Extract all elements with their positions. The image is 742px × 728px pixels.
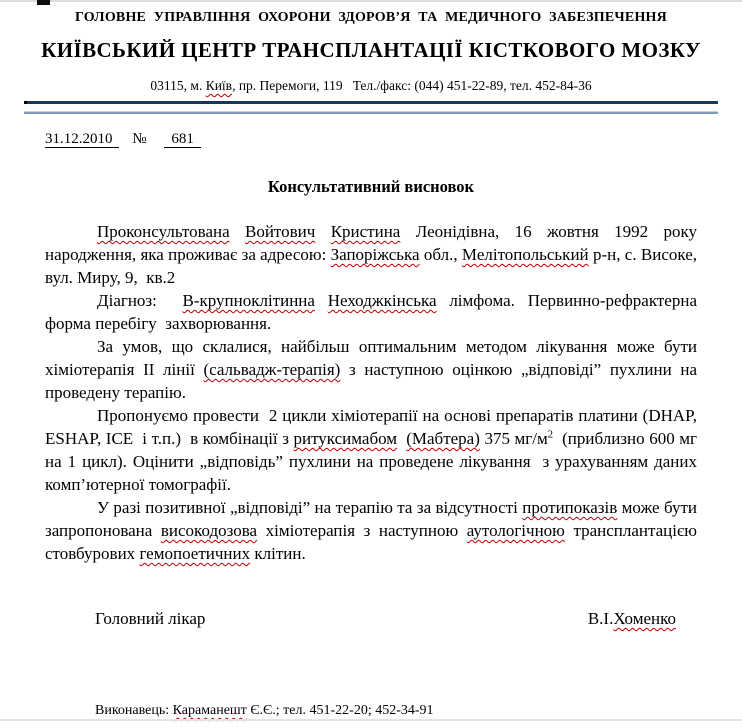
header-divider	[24, 101, 718, 114]
executor-footer: Виконавець: Караманешт Є.Є.; тел. 451-22-20; 452-34-91	[95, 703, 434, 718]
divider-rule-light	[24, 111, 718, 114]
divider-rule-dark	[24, 101, 718, 104]
signature-name: В.І.Хоменко	[587, 609, 676, 628]
header-address: 03115, м. Київ, пр. Перемоги, 119 Тел./факс: (044) 451-22-89, тел. 452-84-36	[150, 78, 592, 93]
signature-title: Головний лікар	[95, 609, 206, 628]
paragraph-transplant-option: У разі позитивної „відповіді” на терапію та за відсутності протипоказів може бути запропонована високодозова хіміотерапія з наступною аутологічною трансплантацією стовбурових гемопоетичних клітин.	[45, 498, 697, 563]
header-center-name: КИЇВСЬКИЙ ЦЕНТР ТРАНСПЛАНТАЦІЇ КІСТКОВОГО МОЗКУ	[41, 38, 701, 62]
paragraph-patient-info: Проконсультована Войтович Кристина Леонідівна, 16 жовтня 1992 року народження, яка проживає за адресою: Запоріжська обл., Мелітопольський р-н, с. Високе, вул. Миру, 9, кв.2	[45, 222, 697, 287]
scan-artifact-mark	[37, 0, 50, 5]
paragraph-diagnosis: Діагноз: В-крупноклітинна Неходжкінська лімфома. Первинно-рефрактерна форма перебігу захворювання.	[45, 291, 697, 333]
paragraph-chemo-proposal: Пропонуємо провести 2 цикли хіміотерапії на основі препаратів платини (DHAP, ESHAP, ICE і т.п.) в комбінації з ритуксимабом (Мабтера) 375 $мг/м^2$ (приблизно 600 мг на 1 цикл). Оцінити „відповідь” пухлини на проведене лікування з урахуванням даних комп’ютерної томографії.	[45, 406, 697, 494]
paragraph-treatment-method: За умов, що склалися, найбільш оптимальним методом лікування може бути хіміотерапія II лінії (сальвадж-терапія) з наступною оцінкою „відповіді” пухлини на проведену терапію.	[45, 337, 697, 402]
document-number: 681	[164, 131, 201, 148]
document-title: Консультативний висновок	[267, 177, 475, 196]
date-line	[45, 131, 742, 148]
document-body	[45, 220, 697, 565]
date-value: 31.12.2010	[45, 131, 119, 148]
signature-row	[95, 609, 676, 629]
page-top-edge-line	[0, 0, 742, 2]
page-bottom-edge-line	[0, 719, 742, 721]
number-sign: №	[132, 131, 147, 147]
header-org-line: ГОЛОВНЕ УПРАВЛІННЯ ОХОРОНИ ЗДОРОВ’Я ТА МЕДИЧНОГО ЗАБЕЗПЕЧЕННЯ	[75, 10, 667, 25]
